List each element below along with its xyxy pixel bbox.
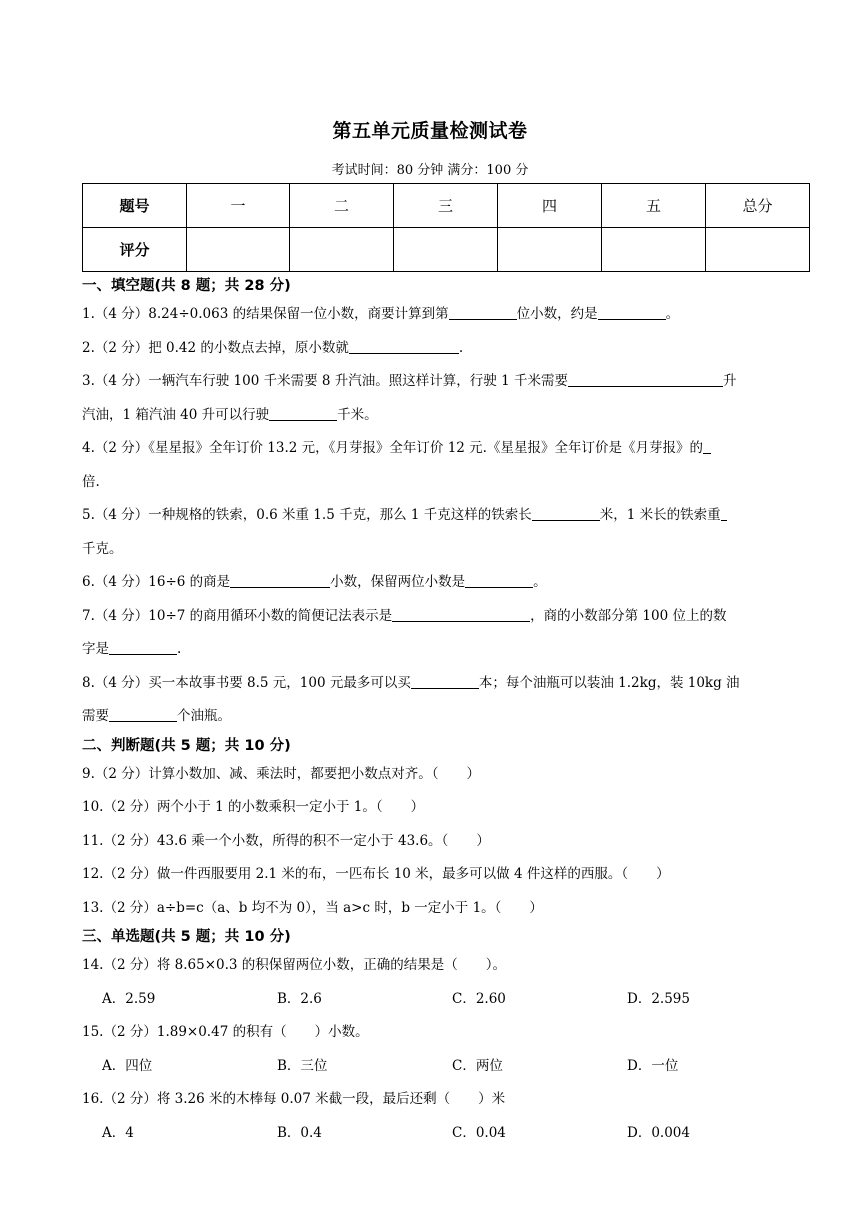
question-15-options: [82, 1050, 812, 1084]
option-c[interactable]: C．两位: [452, 1057, 503, 1074]
score-header-label: 题号: [83, 184, 187, 228]
score-table-score-row: [83, 228, 810, 272]
question-2: 2.（2 分）把 0.42 的小数点去掉，原小数就 .: [82, 339, 464, 356]
option-d[interactable]: D．一位: [627, 1057, 679, 1074]
score-header-cell: 二: [290, 184, 394, 228]
answer-blank[interactable]: [411, 674, 479, 689]
option-a[interactable]: A．四位: [102, 1057, 153, 1074]
option-c[interactable]: C．2.60: [452, 990, 506, 1007]
answer-blank[interactable]: [449, 305, 517, 320]
question-5: 5.（4 分）一种规格的铁索，0.6 米重 1.5 千克，那么 1 千克这样的铁索长 米，1 米长的铁索重 千克。: [82, 499, 812, 566]
option-a[interactable]: A．2.59: [102, 990, 156, 1007]
option-d[interactable]: D．0.004: [627, 1124, 690, 1141]
score-header-cell: 总分: [706, 184, 810, 228]
question-7: 7.（4 分）10÷7 的商用循环小数的简便记法表示是 ，商的小数部分第 100 位上的数 字是 .: [82, 607, 727, 657]
option-b[interactable]: B．2.6: [277, 990, 322, 1007]
question-9: 9.（2 分）计算小数加、减、乘法时，都要把小数点对齐。（ ）: [82, 765, 481, 782]
score-header-cell: 一: [187, 184, 290, 228]
answer-blank[interactable]: [532, 506, 600, 521]
question-15: 15.（2 分）1.89×0.47 的积有（ ）小数。: [82, 1024, 369, 1040]
answer-blank[interactable]: [109, 707, 177, 722]
question-6: 6.（4 分）16÷6 的商是 小数，保留两位小数是 。: [82, 574, 547, 590]
answer-blank[interactable]: [568, 372, 723, 387]
answer-blank[interactable]: [392, 607, 530, 622]
score-table: [82, 183, 810, 272]
score-cell[interactable]: [498, 228, 602, 272]
answer-blank[interactable]: [721, 506, 727, 521]
option-a[interactable]: A．4: [102, 1124, 134, 1141]
option-b[interactable]: B．三位: [277, 1057, 328, 1074]
answer-blank[interactable]: [465, 573, 533, 588]
answer-blank[interactable]: [349, 339, 459, 354]
answer-blank[interactable]: [269, 406, 337, 421]
question-12: 12.（2 分）做一件西服要用 2.1 米的布，一匹布长 10 米，最多可以做 4 件这样的西服。（ ）: [82, 866, 670, 882]
option-c[interactable]: C．0.04: [452, 1124, 506, 1141]
score-cell[interactable]: [187, 228, 290, 272]
question-16: 16.（2 分）将 3.26 米的木棒每 0.07 米截一段，最后还剩（ ）米: [82, 1091, 506, 1107]
score-cell[interactable]: [602, 228, 706, 272]
question-14-options: [82, 983, 812, 1017]
question-3: 3.（4 分）一辆汽车行驶 100 千米需要 8 升汽油。照这样计算，行驶 1 千米需要 升 汽油，1 箱汽油 40 升可以行驶 千米。: [82, 373, 737, 423]
answer-blank[interactable]: [703, 439, 711, 454]
question-8: 8.（4 分）买一本故事书要 8.5 元，100 元最多可以买 本；每个油瓶可以装油 1.2kg，装 10kg 油 需要 个油瓶。: [82, 674, 740, 724]
score-cell[interactable]: [394, 228, 498, 272]
section-heading-single-choice: 三、单选题(共 5 题；共 10 分): [82, 929, 291, 945]
option-d[interactable]: D．2.595: [627, 990, 690, 1007]
score-row-label: 评分: [83, 228, 187, 272]
score-cell[interactable]: [706, 228, 810, 272]
score-table-header-row: [83, 184, 810, 228]
section-heading-fill-blank: 一、填空题(共 8 题；共 28 分): [82, 278, 291, 294]
score-cell[interactable]: [290, 228, 394, 272]
section-heading-true-false: 二、判断题(共 5 题；共 10 分): [82, 737, 291, 754]
score-header-cell: 五: [602, 184, 706, 228]
page-title: 第五单元质量检测试卷: [332, 120, 528, 142]
answer-blank[interactable]: [230, 573, 330, 588]
exam-info: 考试时间：80 分钟 满分：100 分: [331, 163, 529, 178]
question-11: 11.（2 分）43.6 乘一个小数，所得的积不一定小于 43.6。（ ）: [82, 832, 490, 849]
option-b[interactable]: B．0.4: [277, 1124, 322, 1141]
score-header-cell: 三: [394, 184, 498, 228]
answer-blank[interactable]: [598, 305, 666, 320]
question-13: 13.（2 分）a÷b=c（a、b 均不为 0），当 a>c 时，b 一定小于 1。（ ）: [82, 899, 543, 916]
question-4: 4.（2 分）《星星报》全年订价 13.2 元，《月芽报》全年订价 12 元.《星星报》全年订价是《月芽报》的 倍.: [82, 432, 812, 499]
question-16-options: [82, 1117, 812, 1151]
questions-area: [82, 274, 812, 1150]
answer-blank[interactable]: [109, 640, 177, 655]
score-header-cell: 四: [498, 184, 602, 228]
question-1: 1.（4 分）8.24÷0.063 的结果保留一位小数，商要计算到第 位小数，约是 。: [82, 306, 680, 322]
question-10: 10.（2 分）两个小于 1 的小数乘积一定小于 1。（ ）: [82, 799, 425, 815]
question-14: 14.（2 分）将 8.65×0.3 的积保留两位小数，正确的结果是（ ）。: [82, 957, 507, 973]
